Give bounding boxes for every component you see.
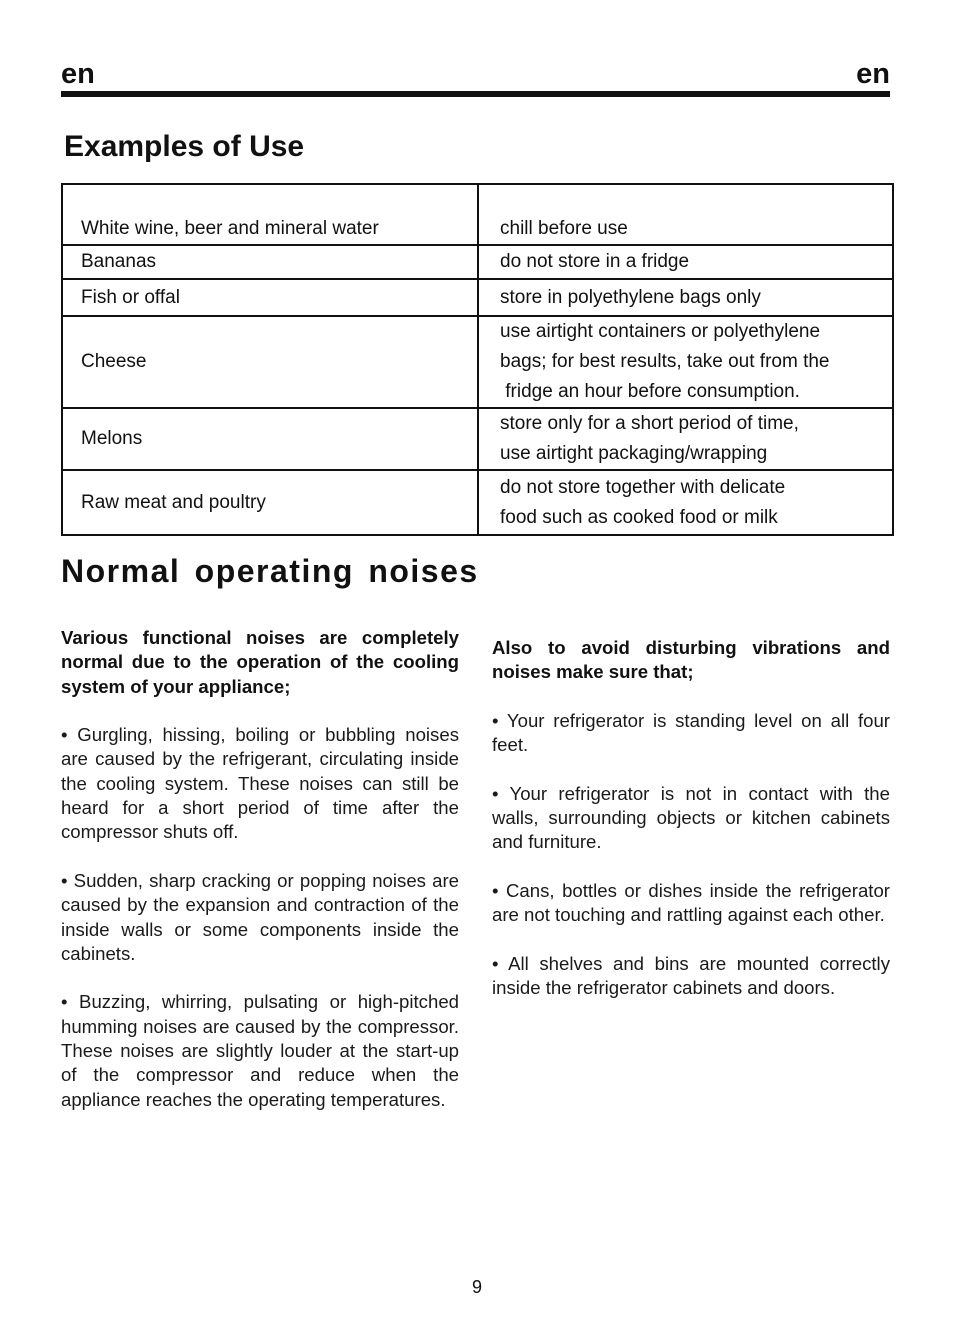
noises-paragraph: • All shelves and bins are mounted correctly inside the refrigerator cabinets and doors. [492, 952, 890, 999]
food-item-text: White wine, beer and mineral water [81, 218, 379, 239]
storage-advice-cell [478, 279, 893, 316]
noises-left-column [61, 626, 459, 1136]
storage-advice-text: store only for a short period of time, [500, 413, 799, 434]
examples-title: Examples of Use [64, 130, 305, 163]
noises-paragraph: • Your refrigerator is standing level on all four feet. [492, 709, 890, 756]
food-item-text: Bananas [81, 251, 157, 272]
noises-paragraph: • Buzzing, whirring, pulsating or high-pitched humming noises are caused by the compressor. These noises are slightly louder at the start-up of the compressor and reduce when the appliance reaches the operating temperatures. [61, 991, 459, 1110]
examples-table [61, 183, 894, 536]
storage-advice-text: do not store together with delicate [500, 476, 786, 498]
noises-title: Normal operating noises [61, 553, 479, 589]
storage-advice-text: do not store in a fridge [500, 251, 690, 272]
storage-advice-text: food such as cooked food or milk [500, 506, 778, 528]
table-row [62, 184, 893, 245]
storage-advice-text: bags; for best results, take out from the [500, 351, 830, 372]
food-item-cell [62, 470, 478, 535]
table-row [62, 470, 893, 535]
noises-left-lead: Various functional noises are completely normal due to the operation of the cooling system of your appliance; [61, 627, 459, 697]
noises-right-column [492, 636, 890, 1025]
noises-paragraph: • Gurgling, hissing, boiling or bubbling noises are caused by the refrigerant, circulating inside the cooling system. These noises can still be heard for a short period of time after the compressor shuts off. [61, 724, 459, 843]
noises-paragraph: • Your refrigerator is not in contact with the walls, surrounding objects or kitchen cabinets and furniture. [492, 782, 890, 853]
storage-advice-text: use airtight packaging/wrapping [500, 443, 768, 464]
noises-paragraph: • Sudden, sharp cracking or popping noises are caused by the expansion and contraction of the inside walls or some components inside the cabinets. [61, 869, 459, 964]
storage-advice-text: fridge an hour before consumption. [500, 381, 800, 402]
storage-advice-cell [478, 316, 893, 408]
storage-advice-text: chill before use [500, 218, 628, 239]
food-item-cell [62, 245, 478, 279]
storage-advice-cell [478, 470, 893, 535]
food-item-cell [62, 316, 478, 408]
storage-advice-text: use airtight containers or polyethylene [500, 321, 821, 342]
food-item-text: Raw meat and poultry [81, 491, 266, 513]
table-row [62, 316, 893, 408]
storage-advice-cell [478, 245, 893, 279]
storage-advice-cell [478, 184, 893, 245]
storage-advice-cell [478, 408, 893, 470]
food-item-cell [62, 408, 478, 470]
food-item-text: Fish or offal [81, 286, 180, 308]
table-row [62, 245, 893, 279]
storage-advice-text: store in polyethylene bags only [500, 286, 761, 308]
noises-right-lead: Also to avoid disturbing vibrations and noises make sure that; [492, 637, 890, 683]
language-label-left: en [61, 58, 95, 90]
food-item-cell [62, 184, 478, 245]
noises-paragraph: • Cans, bottles or dishes inside the refrigerator are not touching and rattling against each other. [492, 879, 890, 926]
food-item-text: Melons [81, 428, 143, 449]
language-label-right: en [856, 58, 890, 90]
header-rule [61, 91, 890, 97]
table-row [62, 408, 893, 470]
page-number: 9 [471, 1277, 482, 1297]
food-item-text: Cheese [81, 351, 147, 372]
food-item-cell [62, 279, 478, 316]
table-row [62, 279, 893, 316]
